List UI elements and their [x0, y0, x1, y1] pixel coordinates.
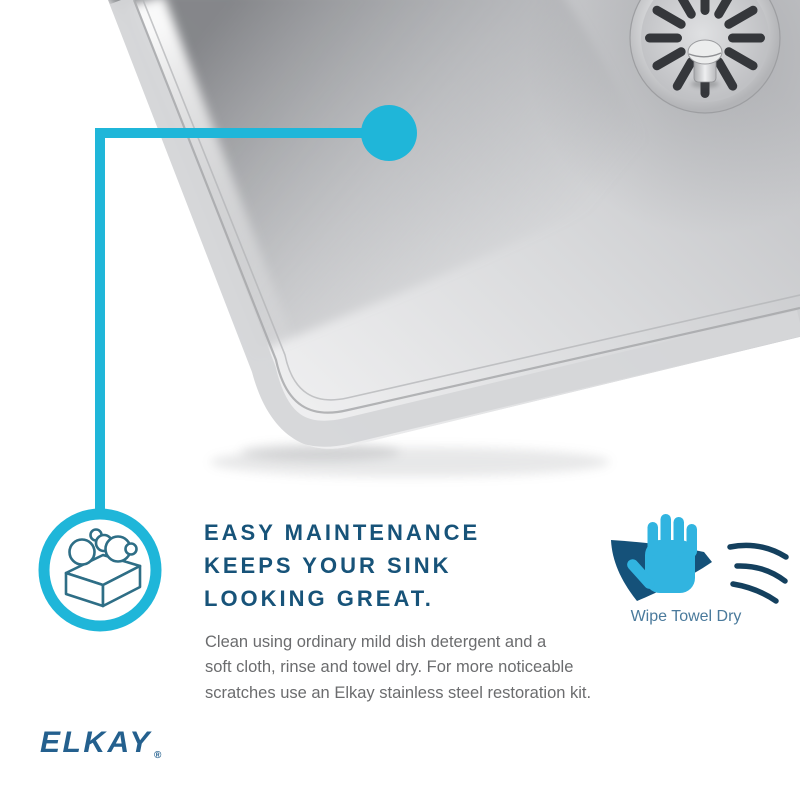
wipe-towel-dry-icon — [611, 514, 786, 601]
registered-trademark-symbol: ® — [153, 750, 162, 761]
wipe-towel-dry-label: Wipe Towel Dry — [630, 608, 742, 625]
callout-dot-icon — [361, 105, 417, 161]
heading-line-3: LOOKING GREAT. — [204, 586, 434, 611]
elkay-logo-text: ELKAY — [40, 726, 152, 759]
swoosh-lines — [730, 545, 786, 601]
callout-line-horizontal — [95, 128, 389, 138]
maintenance-body — [205, 630, 591, 706]
body-line-1: Clean using ordinary mild dish detergent and a — [205, 633, 547, 651]
maintenance-heading — [204, 516, 480, 615]
sink-photo — [100, 0, 800, 477]
callout-line-vertical — [95, 128, 105, 516]
soap-ring — [44, 514, 156, 626]
heading-line-2: KEEPS YOUR SINK — [204, 553, 452, 578]
elkay-logo — [40, 726, 162, 761]
heading-line-1: EASY MAINTENANCE — [204, 520, 481, 545]
body-line-2: soft cloth, rinse and towel dry. For more noticeable — [205, 658, 574, 677]
body-line-3: scratches use an Elkay stainless steel restoration kit. — [205, 683, 592, 702]
